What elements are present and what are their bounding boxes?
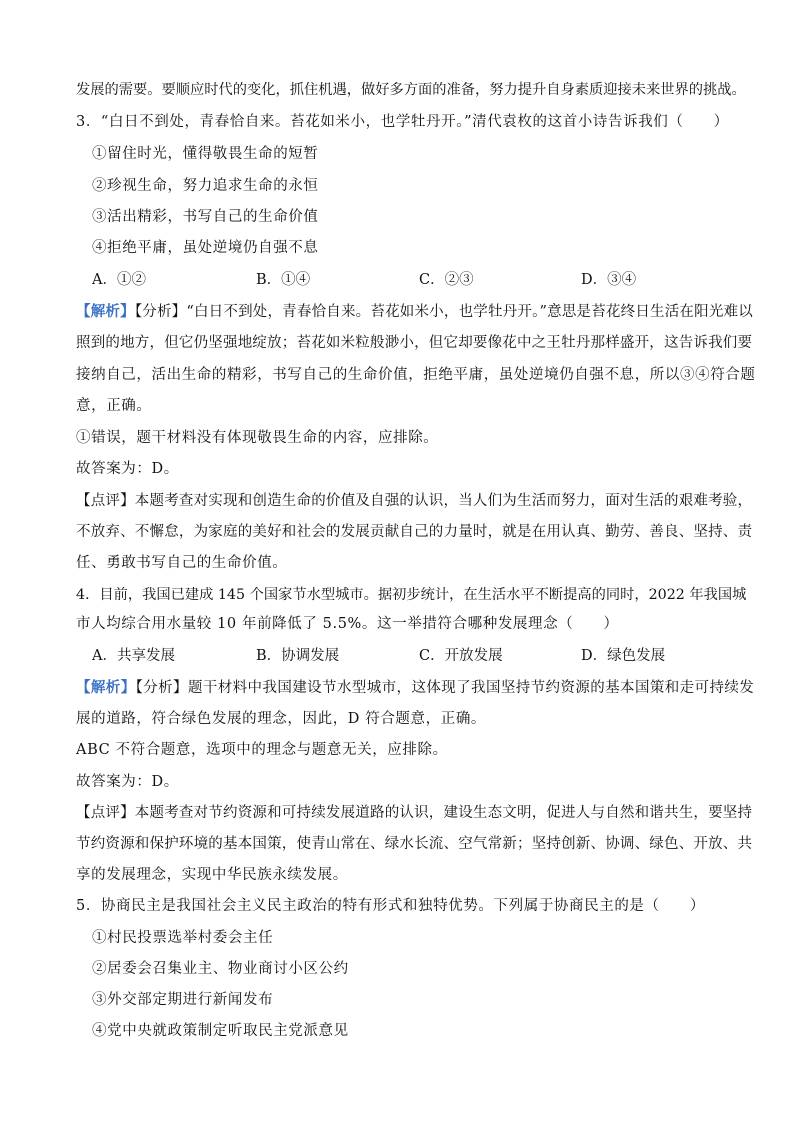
q5-stem: 5．协商民主是我国社会主义民主政治的特有形式和独特优势。下列属于协商民主的是（ ） xyxy=(76,898,705,914)
q4-analysis-line-1 xyxy=(76,678,756,698)
q3-option-b: B．①④ xyxy=(256,272,311,288)
q4-comment-line-2: 节约资源和保护环境的基本国策，使青山常在、绿水长流、空气常新；坚持创新、协调、绿色、开放、共 xyxy=(76,836,753,852)
q4-answer: 故答案为：D。 xyxy=(76,774,179,790)
q4-stem-line-1: 4．目前，我国已建成 145 个国家节水型城市。据初步统计，在生活水平不断提高的同时，2022 年我国城 xyxy=(76,587,747,603)
q3-option-d: D．③④ xyxy=(581,272,637,288)
q5-item-1: ①村民投票选举村委会主任 xyxy=(92,930,274,946)
q3-analysis-line-2: 照到的地方，但它仍坚强地绽放；苔花如米粒般渺小，但它却要像花中之王牡丹那样盛开，这告诉我们要 xyxy=(76,335,753,351)
q4-option-d: D．绿色发展 xyxy=(581,648,666,664)
q5-item-3: ③外交部定期进行新闻发布 xyxy=(92,992,274,1008)
q5-item-2: ②居委会召集业主、物业商讨小区公约 xyxy=(92,961,349,977)
q3-analysis-text-1: 【分析】“白日不到处，青春恰自来。苔花如米小，也学牡丹开。”意思是苔花终日生活在阳光难以 xyxy=(134,304,753,320)
q4-analysis-text-1: 【分析】题干材料中我国建设节水型城市，这体现了我国坚持节约资源的基本国策和走可持续发 xyxy=(135,680,755,696)
q4-analysis-line-2: 展的道路，符合绿色发展的理念，因此，D 符合题意，正确。 xyxy=(76,711,487,727)
q3-analysis-tag: 【解析】 xyxy=(76,303,135,320)
q3-item-2: ②珍视生命，努力追求生命的永恒 xyxy=(92,178,319,194)
q3-comment-line-1: 【点评】本题考查对实现和创造生命的价值及自强的认识，当人们为生活而努力，面对生活的艰难考验， xyxy=(76,493,753,509)
q4-option-b: B．协调发展 xyxy=(256,648,340,664)
q3-item-3: ③活出精彩，书写自己的生命价值 xyxy=(92,209,319,225)
q3-option-a: A．①② xyxy=(92,272,146,288)
q3-analysis-line-5: ①错误，题干材料没有体现敬畏生命的内容，应排除。 xyxy=(76,430,439,446)
q3-comment-line-2: 不放弃、不懈怠，为家庭的美好和社会的发展贡献自己的力量时，就是在用认真、勤劳、善良、坚持、责 xyxy=(76,524,753,540)
q3-option-c: C．②③ xyxy=(419,272,474,288)
q3-answer: 故答案为：D。 xyxy=(76,461,179,477)
q3-comment-line-3: 任、勇敢书写自己的生命价值。 xyxy=(76,555,288,571)
q3-analysis-line-4: 意，正确。 xyxy=(76,398,152,414)
q4-comment-line-3: 享的发展理念，实现中华民族永续发展。 xyxy=(76,867,348,883)
q3-analysis-line-3: 接纳自己，活出生命的精彩，书写自己的生命价值，拒绝平庸，虽处逆境仍自强不息，所以③④符合题 xyxy=(76,367,756,383)
intro-tail-line: 发展的需要。要顺应时代的变化，抓住机遇，做好多方面的准备，努力提升自身素质迎接未来世界的挑战。 xyxy=(76,82,746,98)
q4-comment-line-1: 【点评】本题考查对节约资源和可持续发展道路的认识，建设生态文明，促进人与自然和谐共生，要坚持 xyxy=(76,805,753,821)
q5-item-4: ④党中央就政策制定听取民主党派意见 xyxy=(92,1023,349,1039)
q4-stem-line-2: 市人均综合用水量较 10 年前降低了 5.5%。这一举措符合哪种发展理念（ ） xyxy=(76,616,619,632)
q3-item-1: ①留住时光，懂得敬畏生命的短暂 xyxy=(92,146,319,162)
q3-stem: 3．“白日不到处，青春恰自来。苔花如米小，也学牡丹开。”清代袁枚的这首小诗告诉我们（ ） xyxy=(76,114,729,130)
q4-analysis-line-3: ABC 不符合题意，选项中的理念与题意无关，应排除。 xyxy=(76,742,448,758)
q4-analysis-tag: 【解析】 xyxy=(76,679,136,696)
q4-option-a: A．共享发展 xyxy=(92,648,175,664)
q4-option-c: C．开放发展 xyxy=(419,648,503,664)
q3-analysis-line-1 xyxy=(76,302,756,322)
q3-item-4: ④拒绝平庸，虽处逆境仍自强不息 xyxy=(92,240,319,256)
